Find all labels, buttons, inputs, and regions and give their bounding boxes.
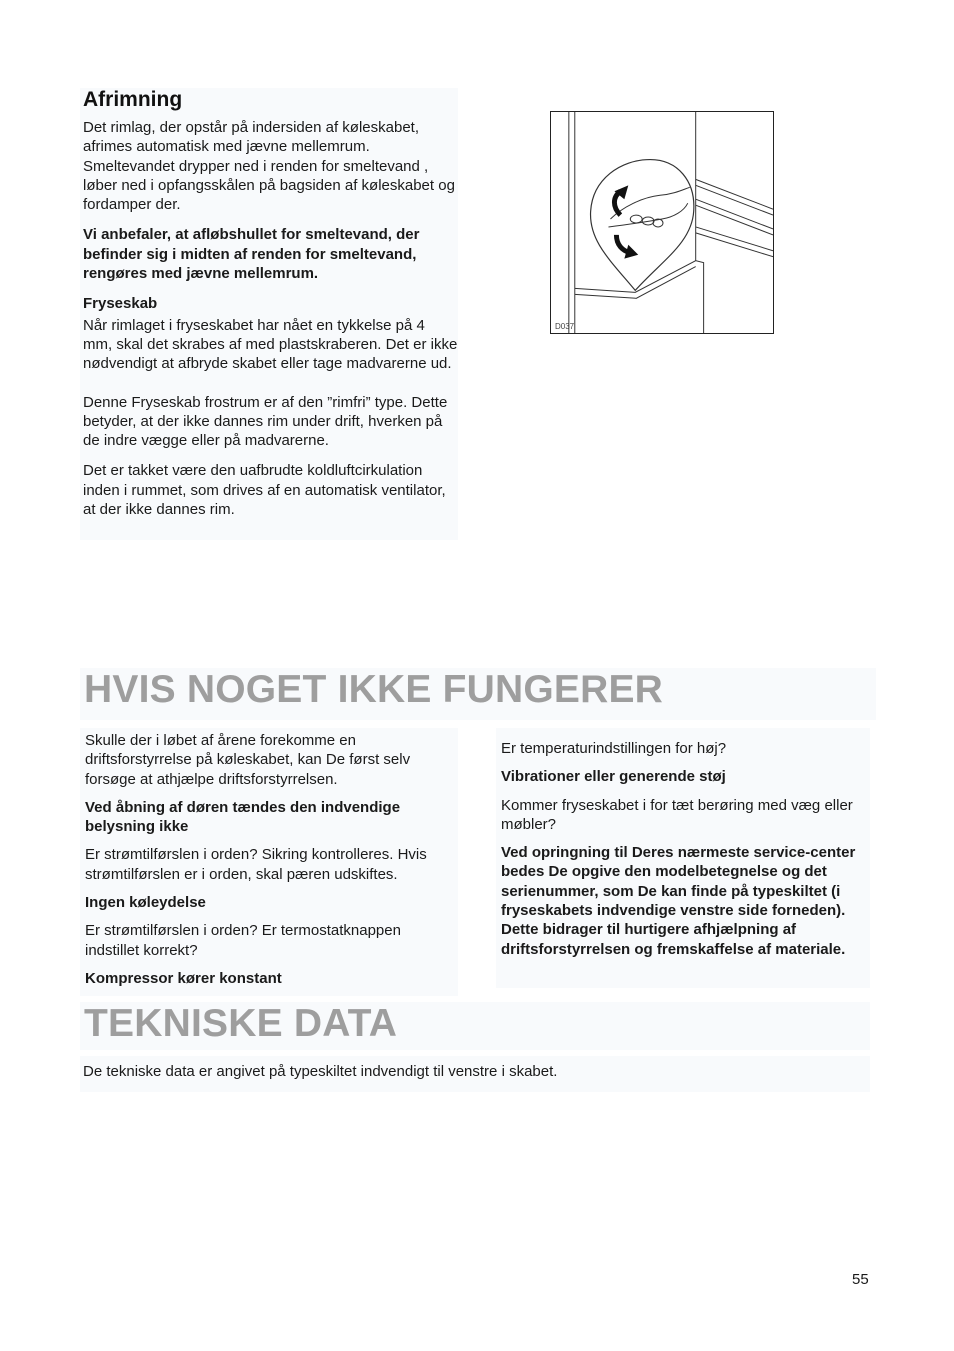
troubleshooting-right-column	[496, 728, 870, 988]
light-issue-heading: Ved åbning af døren tændes den indvendige belysning ikke	[85, 798, 401, 836]
technical-data-title: TEKNISKE DATA	[84, 1002, 398, 1045]
service-center-notice: Ved opringning til Deres nærmeste service-center bedes De opgive den modelbetegnelse og det serienummer, som De kan finde på typeskiltet (i fryseskabets indvendige venstre side forneden). Dette bidrager til hurtigere afhjælpning af driftsforstyrrelsen og fremskaffelse af materiale.	[501, 844, 856, 958]
page-number: 55	[852, 1271, 869, 1288]
vibration-heading: Vibrationer eller generende støj	[501, 768, 726, 786]
troubleshooting-title: HVIS NOGET IKKE FUNGERER	[84, 668, 664, 711]
troubleshooting-intro: Skulle der i løbet af årene forekomme en driftsforstyrrelse på køleskabet, kan De først selv forsøge at athjælpe driftsforstyrrelsen.	[85, 732, 411, 788]
troubleshooting-heading-band	[80, 668, 876, 720]
defrost-section	[80, 88, 458, 540]
technical-data-text: De tekniske data er angivet på typeskiltet indvendigt til venstre i skabet.	[83, 1063, 558, 1080]
illustration-drawing	[551, 112, 773, 333]
drain-cleaning-illustration	[550, 111, 774, 334]
freezer-paragraph: Når rimlaget i fryseskabet har nået en tykkelse på 4 mm, skal det skrabes af med plastskraberen. Det er ikke nødvendigt at afbryde skabet eller tage madvarerne ud.	[83, 316, 458, 373]
light-issue-text: Er strømtilførslen i orden? Sikring kontrolleres. Hvis strømtilførslen er i orden, skal pæren udskiftes.	[85, 846, 427, 883]
technical-data-heading-band	[80, 1002, 870, 1050]
nofrost-paragraph: Denne Fryseskab frostrum er af den ”rimfri” type. Dette betyder, at der ikke dannes rim under drift, hverken på de indre vægge eller på madvarerne.	[83, 393, 448, 450]
defrost-title: Afrimning	[83, 88, 183, 111]
vibration-text: Kommer fryseskabet i for tæt berøring med væg eller møbler?	[501, 796, 853, 833]
ventilation-paragraph: Det er takket være den uafbrudte koldluftcirkulation inden i rummet, som drives af en automatisk ventilator, at der ikke dannes rim.	[83, 462, 446, 519]
defrost-recommendation: Vi anbefaler, at afløbshullet for smeltevand, der befinder sig i midten af renden for smeltevand, rengøres med jævne mellemrum.	[83, 226, 420, 283]
no-cooling-text: Er strømtilførslen i orden? Er termostatknappen indstillet korrekt?	[85, 922, 401, 959]
troubleshooting-left-column	[80, 728, 458, 996]
temperature-question: Er temperaturindstillingen for høj?	[501, 740, 727, 757]
no-cooling-heading: Ingen køleydelse	[85, 894, 206, 912]
freezer-heading: Fryseskab	[83, 295, 158, 313]
technical-data-body	[80, 1056, 870, 1092]
figure-label: D037	[555, 322, 575, 331]
compressor-heading: Kompressor kører konstant	[85, 969, 282, 987]
defrost-paragraph-1: Det rimlag, der opstår på indersiden af køleskabet, afrimes automatisk med jævne mellemrum. Smeltevandet drypper ned i renden for smeltevand , løber ned i opfangsskålen på bagsiden af køleskabet og fordamper der.	[83, 119, 455, 214]
